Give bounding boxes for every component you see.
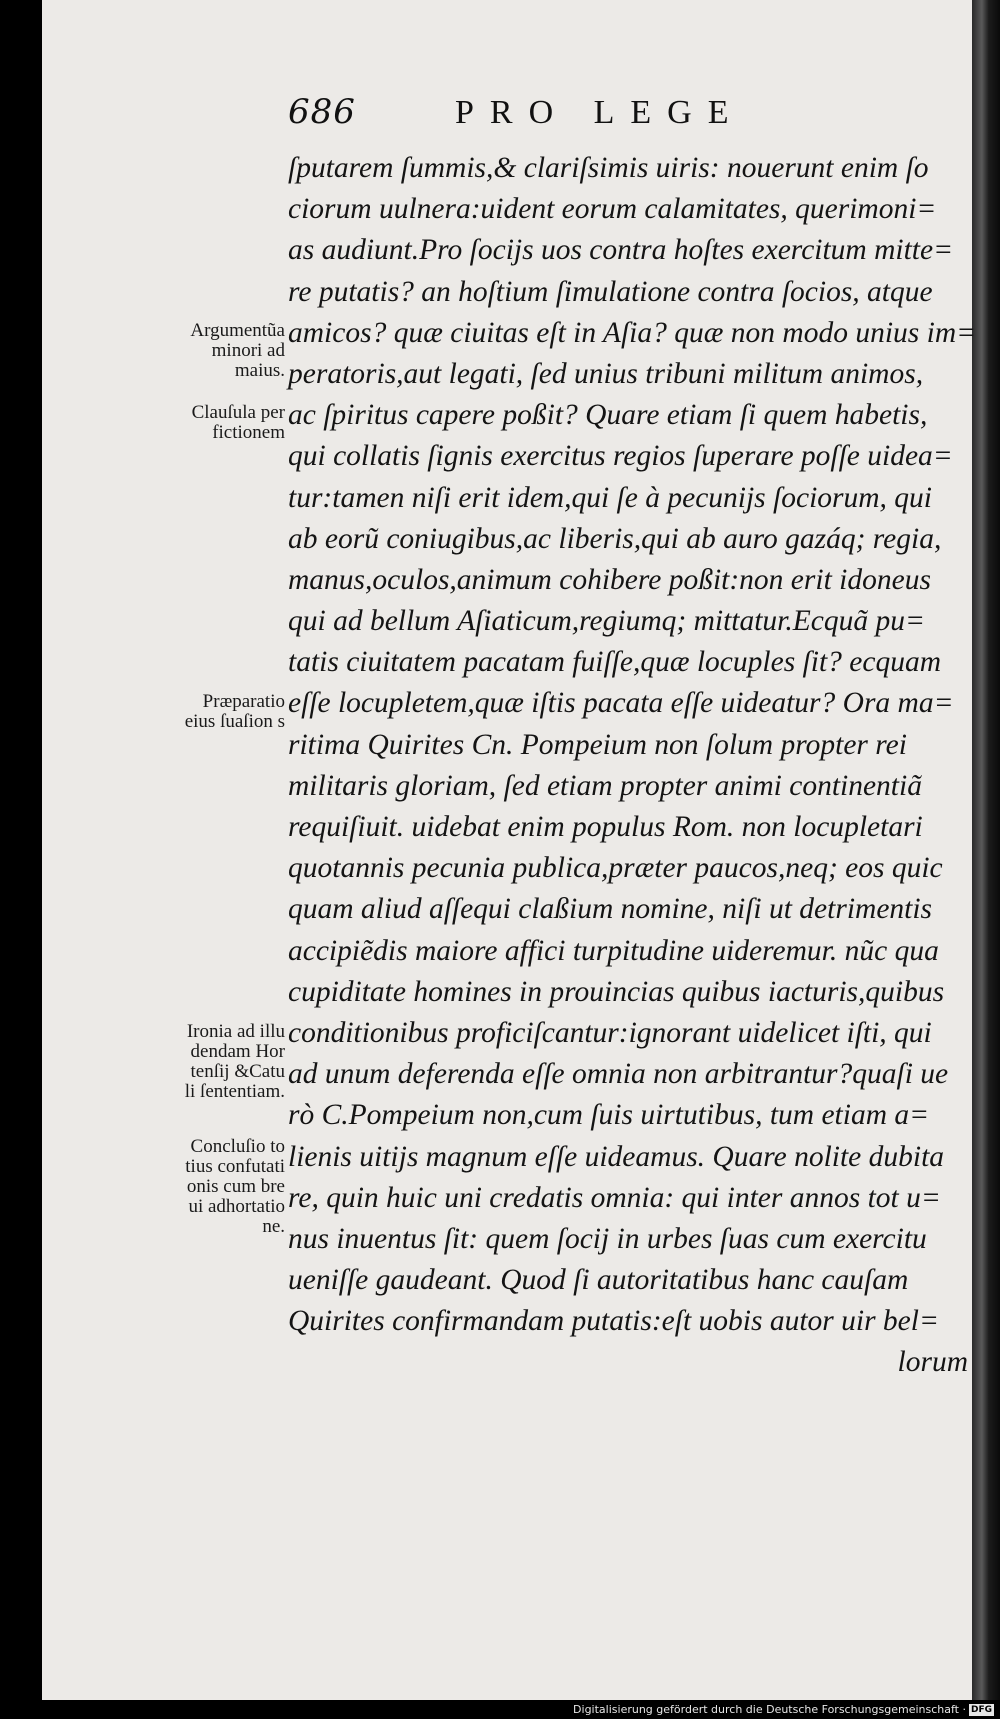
scan-gutter — [0, 0, 42, 1719]
page-header — [0, 92, 1000, 142]
text-line: conditionibus proficiſcantur:ignorant uidelicet iſti, qui — [288, 1016, 932, 1049]
marginal-note-line: tius confutati — [185, 1156, 285, 1177]
text-line: quotannis pecunia publica,præter paucos,neq; eos quic — [288, 852, 943, 885]
text-line: Quirites confirmandam putatis:eſt uobis autor uir bel= — [288, 1305, 939, 1338]
marginal-note-line: eius ſuaſion s — [184, 711, 285, 732]
text-line: eſſe locupletem,quæ iſtis pacata eſſe uideatur? Ora ma= — [288, 687, 954, 720]
text-line: ab eorũ coniugibus,ac liberis,qui ab auro gazáq; regia, — [288, 522, 942, 555]
marginal-note — [145, 403, 285, 443]
text-line: qui collatis ſignis exercitus regios ſuperare poſſe uidea= — [288, 440, 953, 473]
marginal-note-line: Clauſula per — [191, 402, 285, 423]
text-line: as audiunt.Pro ſocijs uos contra hoſtes exercitum mitte= — [288, 234, 954, 267]
text-line: requiſiuit. uidebat enim populus Rom. non locupletari — [288, 811, 923, 843]
marginal-note-line: ne. — [262, 1216, 285, 1237]
marginal-note — [145, 1022, 285, 1102]
text-line: ueniſſe gaudeant. Quod ſi autoritatibus hanc cauſam — [288, 1264, 909, 1297]
text-line: ritima Quirites Cn. Pompeium non ſolum propter rei — [288, 728, 907, 761]
catchword: lorum — [897, 1346, 968, 1379]
text-line: re putatis? an hoſtium ſimulatione contra ſocios, atque — [288, 275, 933, 308]
marginal-note-line: li ſententiam. — [184, 1081, 285, 1102]
text-line: peratoris,aut legati, ſed unius tribuni militum animos, — [288, 357, 924, 390]
marginal-note-line: minori ad — [211, 340, 285, 361]
marginal-note — [145, 1137, 285, 1237]
running-head: PRO LEGE — [455, 94, 745, 131]
text-line: manus,oculos,animum cohibere poßit:non erit idoneus — [288, 563, 931, 596]
text-line: tur:tamen niſi erit idem,qui ſe à pecunijs ſociorum, qui — [288, 481, 933, 514]
text-line: qui ad bellum Aſiaticum,regiumq; mittatur.Ecquã pu= — [288, 605, 925, 638]
dfg-logo: DFG — [970, 1705, 992, 1715]
marginal-note-line: fictionem — [212, 422, 285, 443]
text-line: ſputarem ſummis,& clariſsimis uiris: nouerunt enim ſo — [288, 152, 929, 184]
digitization-credit: Digitalisierung gefördert durch die Deutsche Forschungsgemeinschaft · DFG — [0, 1700, 1000, 1719]
marginal-note-line: onis cum bre — [186, 1176, 285, 1197]
text-line: amicos? quæ ciuitas eſt in Aſia? quæ non modo unius im= — [288, 316, 977, 349]
text-line: nus inuentus ſit: quem ſocij in urbes ſuas cum exercitu — [288, 1222, 927, 1255]
marginal-note-line: dendam Hor — [190, 1041, 285, 1062]
text-line: re, quin huic uni credatis omnia: qui inter annos tot u= — [288, 1181, 941, 1214]
text-line: accipiẽdis maiore affici turpitudine uideremur. nũc qua — [288, 934, 939, 967]
text-line: ciorum uulnera:uident eorum calamitates, querimoni= — [288, 193, 937, 226]
text-line: tatis ciuitatem pacatam fuiſſe,quæ locuples ſit? ecquam — [288, 646, 942, 679]
text-line: ac ſpiritus capere poßit? Quare etiam ſi quem habetis, — [288, 399, 928, 432]
marginal-note — [145, 321, 285, 381]
credit-text: Digitalisierung gefördert durch die Deutsche Forschungsgemeinschaft — [573, 1703, 959, 1716]
text-line: militaris gloriam, ſed etiam propter animi continentiã — [288, 769, 922, 802]
text-line: cupiditate homines in prouincias quibus iacturis,quibus — [288, 975, 945, 1008]
marginal-note — [145, 692, 285, 732]
text-line: rò C.Pompeium non,cum ſuis uirtutibus, tum etiam a= — [288, 1099, 930, 1132]
text-line: lienis uitijs magnum eſſe uideamus. Quare nolite dubita — [288, 1140, 945, 1173]
body-text — [288, 148, 988, 1384]
marginal-note-line: ui adhortatio — [188, 1196, 285, 1217]
page-number: 686 — [288, 92, 356, 132]
marginal-note-line: Ironia ad illu — [186, 1021, 285, 1042]
marginal-note-line: tenſij &Catu — [190, 1061, 285, 1082]
marginal-note-line: maius. — [234, 360, 285, 381]
marginal-note-line: Præparatio — [202, 691, 285, 712]
text-line: quam aliud aſſequi claßium nomine, niſi ut detrimentis — [288, 893, 933, 926]
text-line: ad unum deferenda eſſe omnia non arbitrantur?quaſi ue — [288, 1058, 949, 1091]
marginal-note-line: Argumentũa — [190, 320, 285, 341]
marginal-note-line: Concluſio to — [190, 1136, 285, 1157]
